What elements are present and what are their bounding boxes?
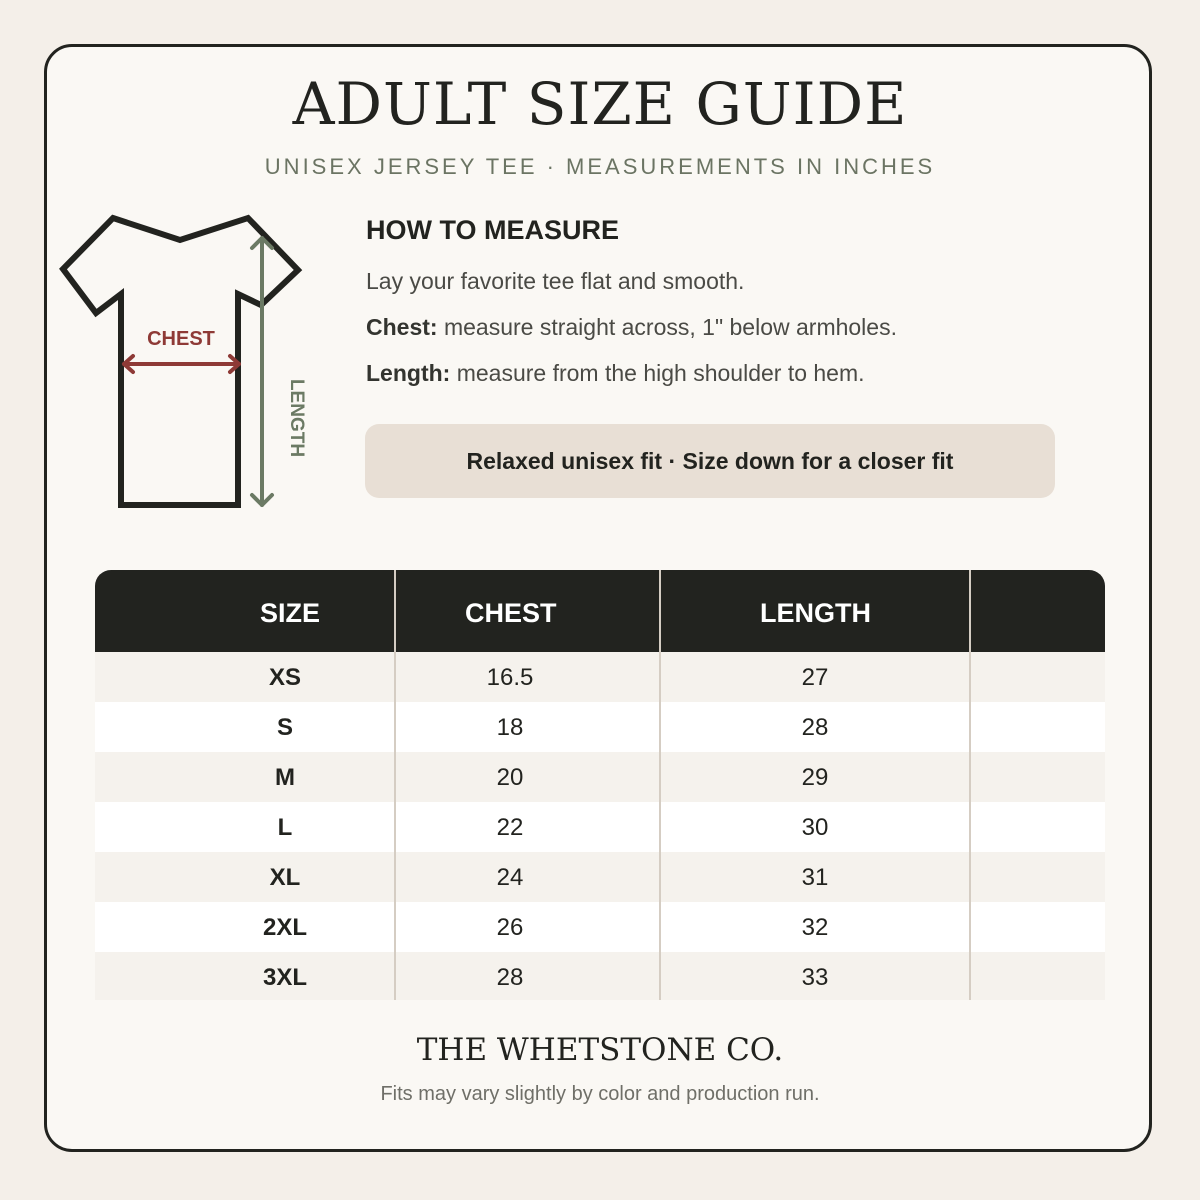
length-text: measure from the high shoulder to hem. — [450, 360, 865, 386]
chest-cell: 22 — [496, 814, 524, 841]
table-row — [95, 802, 1105, 852]
chest-cell: 24 — [496, 864, 524, 891]
chest-cell: 18 — [496, 714, 524, 741]
column-divider — [394, 570, 396, 1000]
footer-disclaimer: Fits may vary slightly by color and production run. — [380, 1083, 820, 1105]
length-arrow — [252, 238, 272, 505]
size-cell: S — [276, 714, 293, 741]
page-title: ADULT SIZE GUIDE — [292, 70, 908, 138]
chest-text: measure straight across, 1" below armholes. — [437, 314, 897, 340]
header-chest: CHEST — [465, 598, 557, 628]
chest-instruction — [366, 314, 897, 341]
length-label: LENGTH — [286, 378, 307, 458]
size-cell: 3XL — [262, 964, 307, 991]
size-table — [95, 570, 1105, 1000]
chest-arrow — [124, 356, 239, 372]
length-cell: 33 — [801, 964, 829, 991]
table-row — [95, 702, 1105, 752]
fit-note: Relaxed unisex fit · Size down for a closer fit — [365, 424, 1055, 498]
how-to-intro: Lay your favorite tee flat and smooth. — [366, 268, 745, 294]
chest-cell: 20 — [496, 764, 524, 791]
chest-term: Chest: — [366, 314, 438, 340]
how-to-heading: HOW TO MEASURE — [366, 215, 620, 245]
header-length: LENGTH — [760, 598, 871, 628]
length-cell: 27 — [801, 664, 829, 691]
chest-label: CHEST — [147, 328, 215, 350]
chest-cell: 26 — [496, 914, 524, 941]
table-row — [95, 852, 1105, 902]
size-cell: XL — [269, 864, 301, 891]
page-subtitle: UNISEX JERSEY TEE · MEASUREMENTS IN INCHES — [264, 154, 936, 179]
length-cell: 29 — [801, 764, 829, 791]
brand-name: THE WHETSTONE CO. — [416, 1032, 784, 1068]
column-divider — [969, 570, 971, 1000]
length-cell: 31 — [801, 864, 829, 891]
size-cell: XS — [268, 664, 301, 691]
chest-cell: 28 — [496, 964, 524, 991]
table-row — [95, 752, 1105, 802]
table-header — [95, 570, 1105, 652]
length-cell: 28 — [801, 714, 829, 741]
table-row — [95, 652, 1105, 702]
length-cell: 30 — [801, 814, 829, 841]
size-cell: M — [275, 764, 295, 791]
chest-cell: 16.5 — [486, 664, 534, 691]
header-size: SIZE — [260, 598, 321, 628]
length-instruction — [366, 360, 865, 387]
size-cell: L — [277, 814, 293, 841]
table-row — [95, 902, 1105, 952]
table-row — [95, 952, 1105, 1000]
length-cell: 32 — [801, 914, 829, 941]
size-cell: 2XL — [262, 914, 307, 941]
tee-diagram — [55, 205, 325, 525]
column-divider — [659, 570, 661, 1000]
length-term: Length: — [366, 360, 451, 386]
